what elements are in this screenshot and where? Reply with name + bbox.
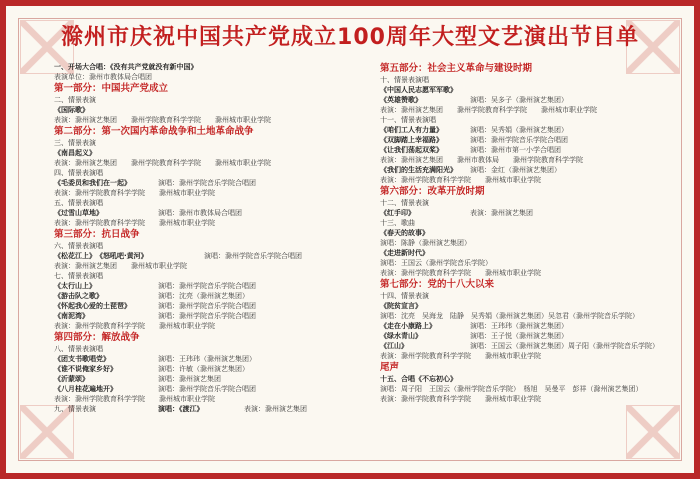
item-7-label: 七、情景表演唱 — [54, 272, 103, 280]
item-11-extra-title: 《我们的生活充满阳光》 — [380, 166, 457, 174]
item-6-performer: 表演：滁州演艺集团 滁州城市职业学院 — [54, 262, 187, 270]
item-7-song-singer: 演唱：滁州学院音乐学院合唱团 — [158, 312, 256, 320]
item-3-label: 三、情景表演 — [54, 139, 96, 147]
item-14-song-title: 《走在小康路上》 — [380, 322, 436, 330]
item-12-label: 十二、情景表演 — [380, 199, 429, 207]
item-7-song-title: 《怀起我心爱的土琵琶》 — [54, 302, 131, 310]
opening-performer: 表演单位：滁州市教体局合唱团 — [54, 73, 152, 81]
item-11-song-row — [380, 125, 680, 135]
item-8-song-title: 《八月桂花遍地开》 — [54, 385, 117, 393]
item-12-performer: 表演：滁州演艺集团 — [470, 209, 533, 217]
item-8-song-singer: 演唱：滁州学院音乐学院合唱团 — [158, 385, 256, 393]
item-8-song-title: 《谁不说俺家乡好》 — [54, 365, 117, 373]
item-8-song-row — [54, 374, 374, 384]
item-14-song-singer: 演唱：王子悦（滁州演艺集团） — [470, 332, 568, 340]
item-10-label: 十、情景表演唱 — [380, 76, 429, 84]
item-11-label: 十一、情景表演唱 — [380, 116, 436, 124]
item-14-song-row — [380, 341, 680, 351]
item-10-song-title: 《英雄赞歌》 — [380, 96, 422, 104]
item-11-song-title: 《咱们工人有力量》 — [380, 126, 443, 134]
section-heading-part5: 第五部分：社会主义革命与建设时期 — [380, 63, 533, 74]
item-14-song-row — [380, 331, 680, 341]
item-5-singer: 演唱：滁州市教体局合唱团 — [158, 209, 242, 217]
item-11-song-title: 《双脚踏上幸福路》 — [380, 136, 443, 144]
section-heading-part1: 第一部分：中国共产党成立 — [54, 83, 169, 94]
item-14-performer: 表演：滁州学院教育科学学院 滁州城市职业学院 — [380, 352, 541, 360]
section-heading-part6: 第六部分：改革开放时期 — [380, 186, 485, 197]
item-8-song-singer: 演唱：王玮玮（滁州演艺集团） — [158, 355, 256, 363]
item-14-title: 《院贫宣言》 — [380, 302, 422, 310]
section-heading-part3: 第三部分：抗日战争 — [54, 229, 140, 240]
item-7-song-row — [54, 311, 374, 321]
item-10-title: 《中国人民志愿军军歌》 — [380, 86, 457, 94]
section-heading-finale: 尾声 — [380, 362, 400, 373]
item-2-label: 二、情景表演 — [54, 96, 96, 104]
item-7-performer: 表演：滁州学院教育科学学院 滁州城市职业学院 — [54, 322, 215, 330]
item-6-title-row — [54, 251, 374, 261]
item-13-label: 十三、歌曲 — [380, 219, 415, 227]
item-13-performer: 表演：滁州学院教育科学学院 滁州城市职业学院 — [380, 269, 541, 277]
item-13-singer-2: 演唱：王国云（滁州学院音乐学院） — [380, 259, 492, 267]
item-3-title: 《南昌起义》 — [54, 149, 96, 157]
section-heading-part4: 第四部分：解放战争 — [54, 332, 140, 343]
item-14-label: 十四、情景表演 — [380, 292, 429, 300]
item-9-row — [54, 404, 374, 414]
item-8-song-title: 《沂蒙颂》 — [54, 375, 89, 383]
item-4-title: 《毛委员和我们在一起》 — [54, 179, 131, 187]
item-7-song-singer: 演唱：滁州学院音乐学院合唱团 — [158, 282, 256, 290]
item-7-song-title: 《太行山上》 — [54, 282, 96, 290]
item-11-song-singer: 演唱：吴秀娟（滁州演艺集团） — [470, 126, 568, 134]
item-11-extra-row — [380, 165, 680, 175]
item-6-title: 《松花江上》 《怒吼吧·黄河》 — [54, 252, 148, 260]
item-5-performer: 表演：滁州学院教育科学学院 滁州城市职业学院 — [54, 219, 215, 227]
item-8-label: 八、情景表演唱 — [54, 345, 103, 353]
item-10-song-row — [380, 95, 680, 105]
item-4-singer: 演唱：滁州学院音乐学院合唱团 — [158, 179, 256, 187]
item-7-song-row — [54, 301, 374, 311]
item-6-singer: 演唱：滁州学院音乐学院合唱团 — [204, 252, 302, 260]
item-13-title: 《春天的故事》 — [380, 229, 429, 237]
item-11-extra-singer: 演唱：金红（滁州演艺集团） — [470, 166, 561, 174]
item-9-title: 演唱：《渡江》 — [158, 405, 204, 413]
program-column-left — [54, 62, 374, 414]
item-8-song-row — [54, 384, 374, 394]
item-7-song-title: 《游击队之歌》 — [54, 292, 103, 300]
item-14-song-singer: 演唱：王玮玮（滁州演艺集团） — [470, 322, 568, 330]
item-3-performer: 表演：滁州演艺集团 滁州学院教育科学学院 滁州城市职业学院 — [54, 159, 271, 167]
item-13-singer: 演唱：陈静（滁州演艺集团） — [380, 239, 471, 247]
item-10-performer: 表演：滁州演艺集团 滁州学院教育科学学院 滁州城市职业学院 — [380, 106, 597, 114]
item-4-label: 四、情景表演唱 — [54, 169, 103, 177]
item-8-song-row — [54, 364, 374, 374]
item-8-song-title: 《团支书歌唱党》 — [54, 355, 110, 363]
item-14-song-row — [380, 321, 680, 331]
item-11-song-row — [380, 145, 680, 155]
item-11-extra-performer: 表演：滁州学院教育科学学院 滁州城市职业学院 — [380, 176, 541, 184]
item-5-label: 五、情景表演唱 — [54, 199, 103, 207]
item-11-song-title: 《让我们荡起双桨》 — [380, 146, 443, 154]
section-heading-part7: 第七部分：党的十八大以来 — [380, 279, 495, 290]
item-14-song-title: 《绿水青山》 — [380, 332, 422, 340]
item-4-performer: 表演：滁州学院教育科学学院 滁州城市职业学院 — [54, 189, 215, 197]
item-15-singers: 演唱：周子阳 王国云（滁州学院音乐学院） 杨旭 吴曼平 彭祥（滁州演艺集团） — [380, 385, 643, 393]
item-2-title: 《国际歌》 — [54, 106, 89, 114]
program-column-right — [380, 62, 680, 404]
item-7-song-row — [54, 291, 374, 301]
item-7-song-singer: 演唱：滁州学院音乐学院合唱团 — [158, 302, 256, 310]
section-heading-part2: 第二部分：第一次国内革命战争和土地革命战争 — [54, 126, 254, 137]
item-15-title: 十五、合唱《不忘初心》 — [380, 375, 457, 383]
item-8-song-singer: 演唱：许敏（滁州演艺集团） — [158, 365, 249, 373]
item-10-song-singer: 演唱：吴多子（滁州演艺集团） — [470, 96, 568, 104]
item-6-label: 六、情景表演唱 — [54, 242, 103, 250]
item-9-performer: 表演：滁州演艺集团 — [244, 405, 307, 413]
item-14-singers: 演唱：沈亮 吴海龙 陆静 吴秀娟（滁州演艺集团）吴忽君（滁州学院音乐学院） — [380, 312, 639, 320]
item-11-song-row — [380, 135, 680, 145]
item-7-song-singer: 演唱：沈亮（滁州演艺集团） — [158, 292, 249, 300]
item-9-label: 九、情景表演 — [54, 405, 96, 413]
item-12-title: 《红手印》 — [380, 209, 415, 217]
item-7-song-row — [54, 281, 374, 291]
opening-item: 一、开场大合唱：《没有共产党就没有新中国》 — [54, 63, 198, 71]
page-title: 滁州市庆祝中国共产党成立100周年大型文艺演出节目单 — [61, 25, 639, 50]
item-14-song-title: 《江山》 — [380, 342, 408, 350]
item-8-performer: 表演：滁州学院教育科学学院 滁州城市职业学院 — [54, 395, 215, 403]
item-7-song-title: 《南泥湾》 — [54, 312, 89, 320]
item-4-title-row — [54, 178, 374, 188]
item-15-performer: 表演：滁州学院教育科学学院 滁州城市职业学院 — [380, 395, 541, 403]
item-2-performer: 表演：滁州演艺集团 滁州学院教育科学学院 滁州城市职业学院 — [54, 116, 271, 124]
item-8-song-singer: 演唱：滁州演艺集团 — [158, 375, 221, 383]
corner-pattern-bottom-right — [626, 405, 680, 459]
item-8-song-row — [54, 354, 374, 364]
item-11-performer: 表演：滁州演艺集团 滁州市教体局 滁州学院教育科学学院 — [380, 156, 583, 164]
item-11-song-singer: 演唱：滁州学院音乐学院合唱团 — [470, 136, 568, 144]
item-5-title-row — [54, 208, 374, 218]
item-11-song-singer: 演唱：滁州市第一小学合唱团 — [470, 146, 561, 154]
item-13-title-2: 《走进新时代》 — [380, 249, 429, 257]
item-14-song-singer: 演唱：王国云（滁州演艺集团）周子阳（滁州学院音乐学院） — [470, 342, 659, 350]
item-5-title: 《过雪山草地》 — [54, 209, 103, 217]
item-12-title-row — [380, 208, 680, 218]
